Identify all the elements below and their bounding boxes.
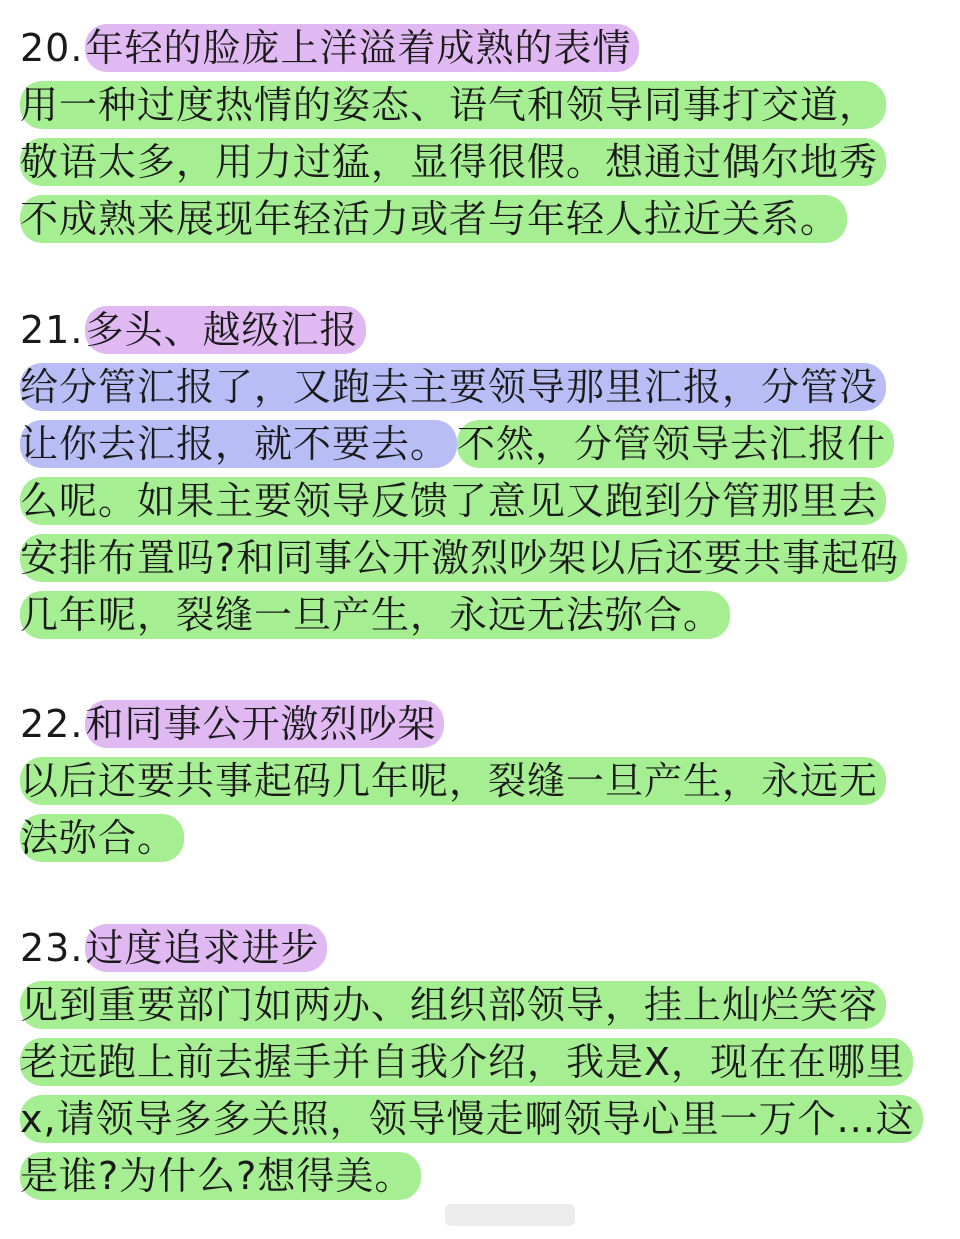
item-title: 和同事公开激烈吵架 (85, 700, 444, 748)
body-line: 不成熟来展现年轻活力或者与年轻人拉近关系。 (20, 191, 945, 248)
body-line: 是谁?为什么?想得美。 (20, 1148, 945, 1205)
item-number: 20. (20, 26, 84, 70)
body-line: 见到重要部门如两办、组织部领导，挂上灿烂笑容 (20, 977, 945, 1034)
item-heading (20, 302, 945, 359)
body-line: 用一种过度热情的姿态、语气和领导同事打交道， (20, 77, 945, 134)
item-title: 过度追求进步 (85, 924, 327, 972)
item-number: 22. (20, 702, 84, 746)
body-line: 么呢。如果主要领导反馈了意见又跑到分管那里去 (20, 473, 945, 530)
body-line: 敬语太多，用力过猛，显得很假。想通过偶尔地秀 (20, 134, 945, 191)
item-number: 21. (20, 308, 84, 352)
body-line: 几年呢，裂缝一旦产生，永远无法弥合。 (20, 587, 945, 644)
body-line: 老远跑上前去握手并自我介绍，我是X，现在在哪里 (20, 1034, 945, 1091)
body-line: x,请领导多多关照，领导慢走啊领导心里一万个...这 (20, 1091, 945, 1148)
item-heading (20, 696, 945, 753)
item-23 (20, 920, 945, 1205)
body-line: 让你去汇报，就不要去。 不然，分管领导去汇报什 (20, 416, 945, 473)
item-heading (20, 920, 945, 977)
body-line: 给分管汇报了，又跑去主要领导那里汇报，分管没 (20, 359, 945, 416)
item-title: 多头、越级汇报 (85, 306, 366, 354)
body-line: 法弥合。 (20, 810, 945, 867)
item-20 (20, 20, 945, 248)
blurred-watermark (445, 1204, 575, 1226)
body-line: 安排布置吗?和同事公开激烈吵架以后还要共事起码 (20, 530, 945, 587)
item-title: 年轻的脸庞上洋溢着成熟的表情 (85, 24, 639, 72)
item-number: 23. (20, 926, 84, 970)
item-22 (20, 696, 945, 867)
body-line: 以后还要共事起码几年呢，裂缝一旦产生，永远无 (20, 753, 945, 810)
item-21 (20, 302, 945, 644)
item-heading (20, 20, 945, 77)
